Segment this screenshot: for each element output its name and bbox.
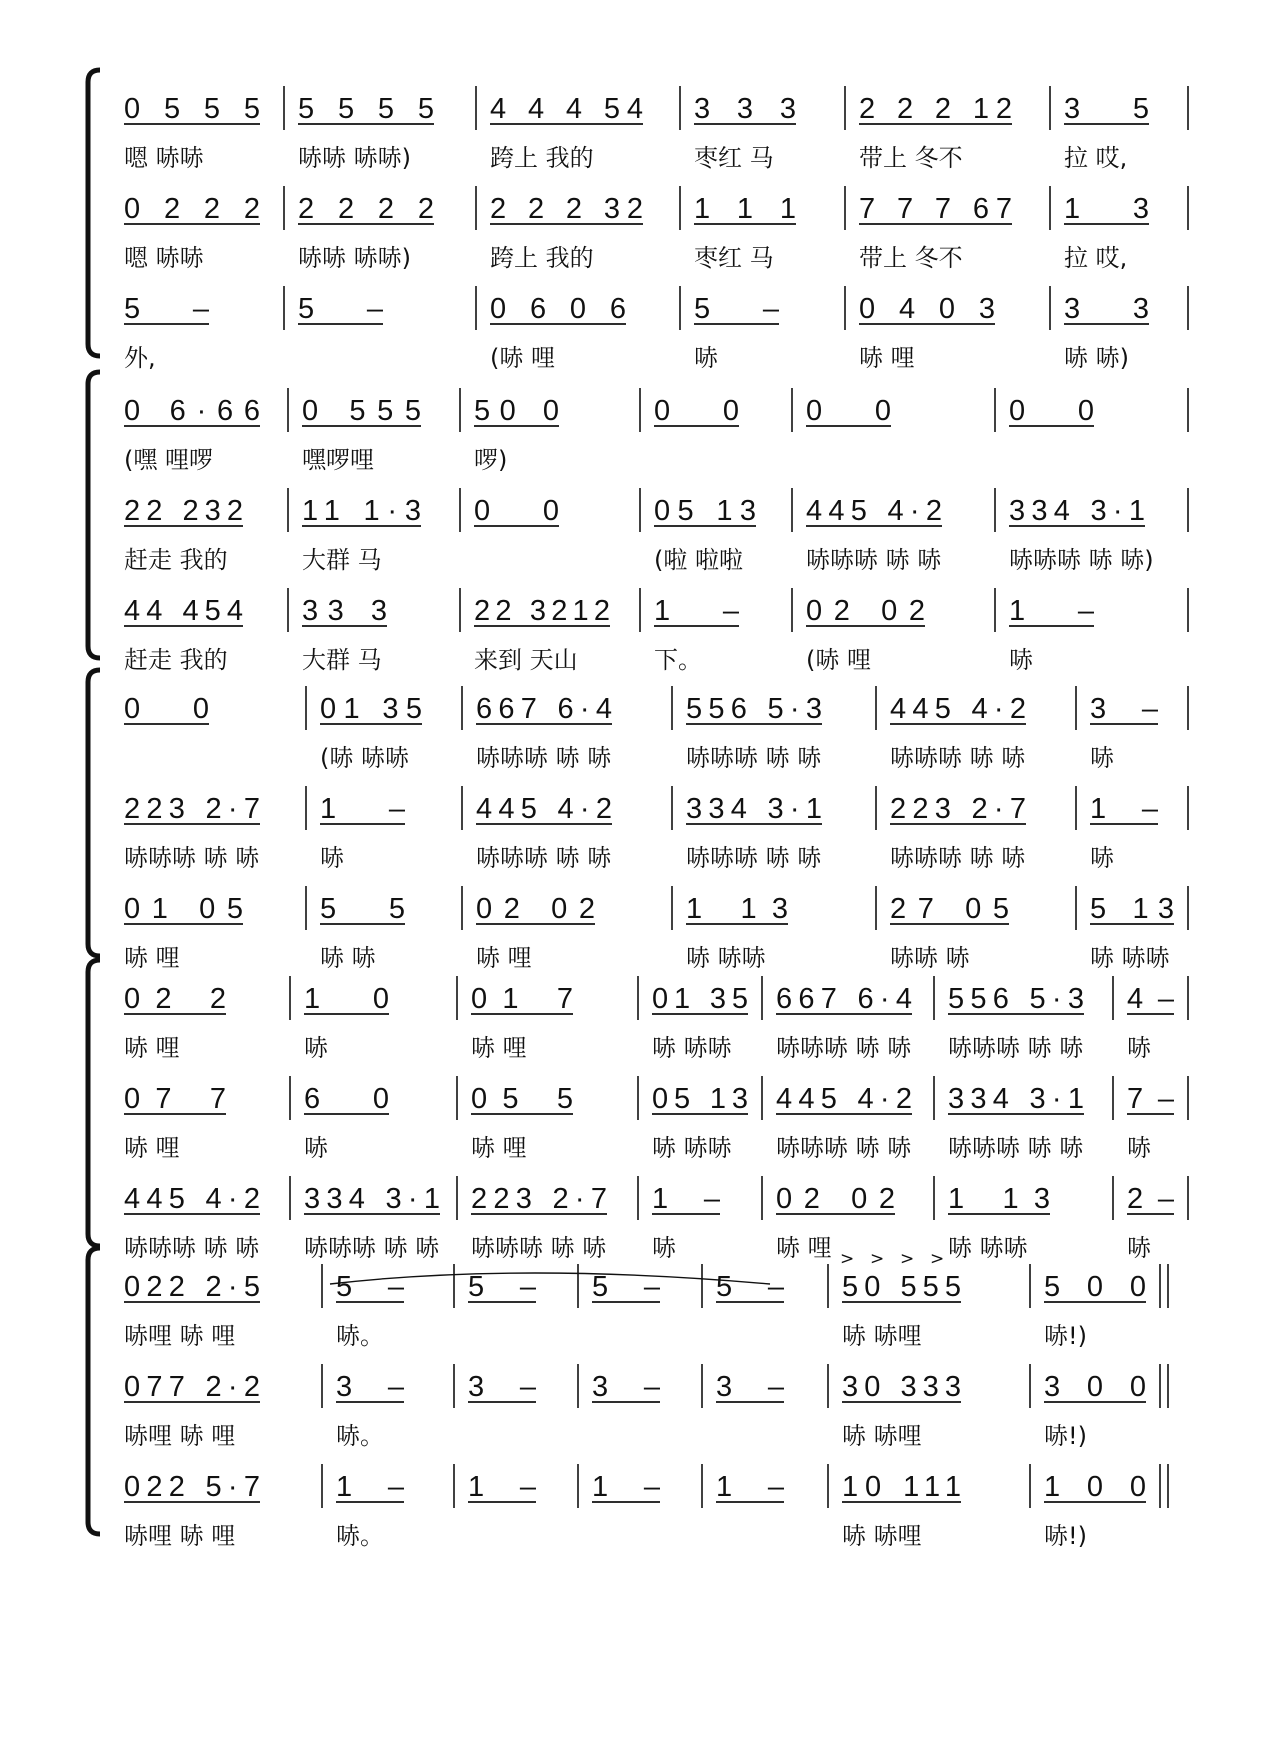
measure-notes: 02 02 xyxy=(776,1183,895,1215)
lyric-text: 哧哧哧 哧 哧 xyxy=(686,844,822,872)
lyric-text: 拉 哎, xyxy=(1064,144,1128,172)
lyric-text: 哧 哩 xyxy=(471,1034,527,1062)
lyric-text: 哧哧哧 哧 哧 xyxy=(948,1034,1084,1062)
lyric-text: 外, xyxy=(124,344,156,372)
lyric-text: 嗯 哧哧 xyxy=(124,144,204,172)
system-bracket xyxy=(88,1248,100,1534)
measure-notes: 667 6·4 xyxy=(476,693,612,725)
lyric-text: 赶走 我的 xyxy=(124,646,228,674)
measure-notes: 1 13 xyxy=(948,1183,1050,1215)
system-bracket xyxy=(88,372,100,658)
measure-notes: 3 – xyxy=(468,1371,536,1403)
measure-notes: 223 2·7 xyxy=(471,1183,607,1215)
measure-notes: 223 2·7 xyxy=(890,793,1026,825)
measure-notes: 5 5 5 5 xyxy=(298,93,434,125)
lyric-text: 哧 xyxy=(652,1234,676,1262)
measure-notes: 1 – xyxy=(320,793,405,825)
measure-notes: 556 5·3 xyxy=(948,983,1084,1015)
lyric-text: 哧哧哧 哧 哧 xyxy=(471,1234,607,1262)
measure-notes: 022 5·7 xyxy=(124,1471,260,1503)
lyric-text: 哧 哧) xyxy=(1064,344,1129,372)
lyric-text: 哧 哩 xyxy=(471,1134,527,1162)
measure-notes: 1 – xyxy=(468,1471,536,1503)
measure-notes: 05 13 xyxy=(654,495,756,527)
lyric-text: 哧 xyxy=(304,1034,328,1062)
lyric-text: 跨上 我的 xyxy=(490,144,594,172)
lyric-text: 哧哧哧 哧 哧 xyxy=(476,844,612,872)
lyric-text: 哧!) xyxy=(1044,1322,1087,1350)
lyric-text: 哧哧 哧哧) xyxy=(298,244,411,272)
lyric-text: 哧 xyxy=(1127,1034,1151,1062)
measure-notes: 445 4·2 xyxy=(124,1183,260,1215)
measure-notes: 334 3·1 xyxy=(304,1183,440,1215)
lyric-text: 哧 哧哩 xyxy=(842,1522,922,1550)
lyric-text: 哧哧哧 哧 哧 xyxy=(124,844,260,872)
measure-notes: 1 – xyxy=(592,1471,660,1503)
measure-notes: 0 6·66 xyxy=(124,395,260,427)
lyric-text: 下。 xyxy=(654,646,702,674)
measure-notes: 2 2 2 2 xyxy=(298,193,434,225)
measure-notes: 1 – xyxy=(716,1471,784,1503)
system-bracket xyxy=(88,960,100,1246)
measure-notes: 5 – xyxy=(716,1271,784,1303)
measure-notes: 223 2·7 xyxy=(124,793,260,825)
measure-notes: 01 35 xyxy=(652,983,748,1015)
measure-notes: 334 3·1 xyxy=(1009,495,1145,527)
lyric-text: 哧 哩 xyxy=(124,1034,180,1062)
measure-notes: 10 111 xyxy=(842,1471,961,1503)
measure-notes: 7 – xyxy=(1127,1083,1174,1115)
measure-notes: 0 5 5 5 xyxy=(124,93,260,125)
lyric-text: 嗯 哧哧 xyxy=(124,244,204,272)
lyric-text: 哧 哩 xyxy=(476,944,532,972)
lyric-text: 哧 xyxy=(694,344,718,372)
lyric-text: 带上 冬不 xyxy=(859,244,963,272)
measure-notes: 5 – xyxy=(694,293,779,325)
lyric-text: 哧 哧哧 xyxy=(652,1034,732,1062)
measure-notes: 07 7 xyxy=(124,1083,226,1115)
lyric-text: 哧 xyxy=(320,844,344,872)
measure-notes: 334 3·1 xyxy=(686,793,822,825)
lyric-text: 哧 xyxy=(1090,844,1114,872)
measure-notes: 02 2 xyxy=(124,983,226,1015)
measure-notes: 0 555 xyxy=(302,395,421,427)
measure-notes: 445 4·2 xyxy=(890,693,1026,725)
lyric-text: 哧哩 哧 哩 xyxy=(124,1322,236,1350)
measure-notes: 0 0 xyxy=(654,395,739,427)
lyric-text: 哧 哧哩 xyxy=(842,1422,922,1450)
measure-notes: 05 5 xyxy=(471,1083,573,1115)
measure-notes: 445 4·2 xyxy=(476,793,612,825)
lyric-text: 哧 哩 xyxy=(124,1134,180,1162)
lyric-text: 大群 马 xyxy=(302,646,382,674)
measure-notes: 4 – xyxy=(1127,983,1174,1015)
lyric-text: (哧 哩 xyxy=(490,344,555,372)
lyric-text: 哧哧 哧哧) xyxy=(298,144,411,172)
measure-notes: 5 13 xyxy=(1090,893,1174,925)
measure-notes: 3 – xyxy=(716,1371,784,1403)
lyric-text: 来到 天山 xyxy=(474,646,578,674)
measure-notes: 0 4 0 3 xyxy=(859,293,995,325)
measure-notes: 0 0 xyxy=(474,495,559,527)
measure-notes: 1 – xyxy=(1090,793,1158,825)
lyric-text: 哧 xyxy=(1127,1134,1151,1162)
measure-notes: 01 7 xyxy=(471,983,573,1015)
lyric-text: 哧哧哧 哧 哧) xyxy=(1009,546,1154,574)
measure-notes: 6 0 xyxy=(304,1083,389,1115)
measure-notes: 3 3 xyxy=(1064,293,1149,325)
lyric-text: 哧哧哧 哧 哧 xyxy=(806,546,942,574)
measure-notes: 02 02 xyxy=(806,595,925,627)
measure-notes: 1 13 xyxy=(686,893,788,925)
lyric-text: 啰) xyxy=(474,446,508,474)
measure-notes: 3 – xyxy=(336,1371,404,1403)
lyric-text: 哧。 xyxy=(336,1422,384,1450)
measure-notes: 0 2 2 2 xyxy=(124,193,260,225)
lyric-text: 哧哧 哧 xyxy=(890,944,970,972)
lyric-text: 哧哧哧 哧 哧 xyxy=(890,744,1026,772)
lyric-text: 哧哧哧 哧 哧 xyxy=(476,744,612,772)
measure-notes: 5 – xyxy=(124,293,209,325)
lyric-text: 赶走 我的 xyxy=(124,546,228,574)
lyric-text: 大群 马 xyxy=(302,546,382,574)
lyric-text: 枣红 马 xyxy=(694,244,774,272)
lyric-text: 哧 哧哧 xyxy=(948,1234,1028,1262)
measure-notes: 1 0 xyxy=(304,983,389,1015)
measure-notes: 33 3 xyxy=(302,595,387,627)
system-bracket xyxy=(88,70,100,356)
lyric-text: 哧。 xyxy=(336,1322,384,1350)
measure-notes: 05 13 xyxy=(652,1083,748,1115)
lyric-text: 哧!) xyxy=(1044,1522,1087,1550)
measure-notes: 3 – xyxy=(592,1371,660,1403)
measure-notes: 3 – xyxy=(1090,693,1158,725)
lyric-text: 哧 xyxy=(1009,646,1033,674)
accent-mark: > xyxy=(930,1249,945,1269)
lyric-text: 跨上 我的 xyxy=(490,244,594,272)
measure-notes: 2 2 2 32 xyxy=(490,193,643,225)
measure-notes: 077 2·2 xyxy=(124,1371,260,1403)
lyric-text: 哧。 xyxy=(336,1522,384,1550)
measure-notes: 445 4·2 xyxy=(806,495,942,527)
lyric-text: 哧哩 哧 哩 xyxy=(124,1522,236,1550)
measure-notes: 0 6 0 6 xyxy=(490,293,626,325)
accent-mark: > xyxy=(840,1249,855,1269)
measure-notes: 02 02 xyxy=(476,893,595,925)
accent-mark: > xyxy=(900,1249,915,1269)
measure-notes: 5 5 xyxy=(320,893,405,925)
accent-mark: > xyxy=(870,1249,885,1269)
lyric-text: (哧 哧哧 xyxy=(320,744,409,772)
lyric-text: 枣红 马 xyxy=(694,144,774,172)
lyric-text: 哧哩 哧 哩 xyxy=(124,1422,236,1450)
measure-notes: 4 4 4 54 xyxy=(490,93,643,125)
lyric-text: 哧哧哧 哧 哧 xyxy=(686,744,822,772)
lyric-text: 哧哧哧 哧 哧 xyxy=(890,844,1026,872)
lyric-text: 哧哧哧 哧 哧 xyxy=(776,1034,912,1062)
lyric-text: 哧 哩 xyxy=(776,1234,832,1262)
lyric-text: 哧 哧哧 xyxy=(652,1134,732,1162)
measure-notes: 022 2·5 xyxy=(124,1271,260,1303)
lyric-text: 哧 xyxy=(304,1134,328,1162)
measure-notes: 7 7 7 67 xyxy=(859,193,1012,225)
measure-notes: 1 – xyxy=(336,1471,404,1503)
measure-notes: 1 – xyxy=(1009,595,1094,627)
lyric-text: 带上 冬不 xyxy=(859,144,963,172)
measure-notes: 5 – xyxy=(336,1271,404,1303)
measure-notes: 334 3·1 xyxy=(948,1083,1084,1115)
measure-notes: 3 5 xyxy=(1064,93,1149,125)
measure-notes: 22 232 xyxy=(124,495,243,527)
lyric-text: 哧!) xyxy=(1044,1422,1087,1450)
measure-notes: 0 0 xyxy=(124,693,209,725)
measure-notes: 2 2 2 12 xyxy=(859,93,1012,125)
measure-notes: 1 1 1 xyxy=(694,193,796,225)
system-bracket xyxy=(88,670,100,956)
lyric-text: 哧 哧哧 xyxy=(686,944,766,972)
measure-notes: 30 333 xyxy=(842,1371,961,1403)
lyric-text: (啦 啦啦 xyxy=(654,546,743,574)
lyric-text: 哧哧哧 哧 哧 xyxy=(776,1134,912,1162)
measure-notes: 2 – xyxy=(1127,1183,1174,1215)
lyric-text: 哧 哩 xyxy=(859,344,915,372)
measure-notes: 1 – xyxy=(652,1183,720,1215)
measure-notes: 5 – xyxy=(592,1271,660,1303)
measure-notes: 27 05 xyxy=(890,893,1009,925)
lyric-text: 嘿啰哩 xyxy=(302,446,374,474)
lyric-text: 哧哧哧 哧 哧 xyxy=(304,1234,440,1262)
measure-notes: 445 4·2 xyxy=(776,1083,912,1115)
measure-notes: 44 454 xyxy=(124,595,243,627)
lyric-text: 哧哧哧 哧 哧 xyxy=(948,1134,1084,1162)
lyric-text: (嘿 哩啰 xyxy=(124,446,213,474)
lyric-text: 哧 哧哩 xyxy=(842,1322,922,1350)
measure-notes: 1 – xyxy=(654,595,739,627)
measure-notes: 01 05 xyxy=(124,893,243,925)
lyric-text: 拉 哎, xyxy=(1064,244,1128,272)
lyric-text: 哧 哩 xyxy=(124,944,180,972)
lyric-text: 哧 哧哧 xyxy=(1090,944,1170,972)
measure-notes: 50 555 xyxy=(842,1271,961,1303)
lyric-text: 哧 xyxy=(1127,1234,1151,1262)
measure-notes: 5 0 0 xyxy=(1044,1271,1146,1303)
measure-notes: 22 3212 xyxy=(474,595,610,627)
measure-notes: 5 – xyxy=(468,1271,536,1303)
measure-notes: 0 0 xyxy=(1009,395,1094,427)
measure-notes: 1 0 0 xyxy=(1044,1471,1146,1503)
measure-notes: 01 35 xyxy=(320,693,422,725)
lyric-text: (哧 哩 xyxy=(806,646,871,674)
measure-notes: 50 0 xyxy=(474,395,559,427)
measure-notes: 11 1·3 xyxy=(302,495,421,527)
lyric-text: 哧哧哧 哧 哧 xyxy=(124,1234,260,1262)
measure-notes: 5 – xyxy=(298,293,383,325)
measure-notes: 3 0 0 xyxy=(1044,1371,1146,1403)
measure-notes: 0 0 xyxy=(806,395,891,427)
measure-notes: 3 3 3 xyxy=(694,93,796,125)
measure-notes: 556 5·3 xyxy=(686,693,822,725)
measure-notes: 1 3 xyxy=(1064,193,1149,225)
lyric-text: 哧 哧 xyxy=(320,944,376,972)
measure-notes: 667 6·4 xyxy=(776,983,912,1015)
lyric-text: 哧 xyxy=(1090,744,1114,772)
